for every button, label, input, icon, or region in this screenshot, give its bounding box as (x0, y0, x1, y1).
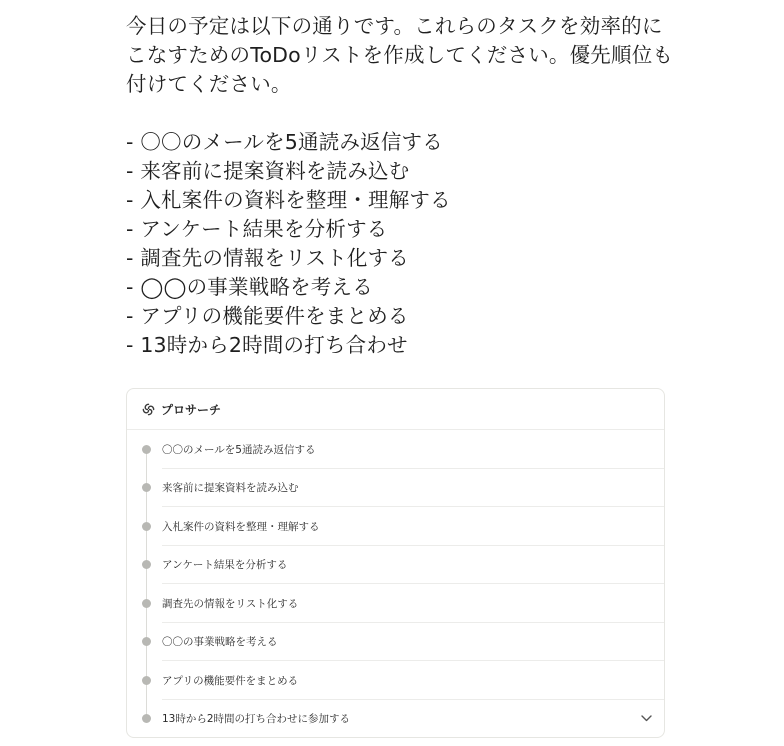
prompt-task-item: - アンケート結果を分析する (126, 217, 388, 241)
pro-search-header[interactable] (127, 389, 664, 430)
prompt-task-item: - 〇〇のメールを5通読み返信する (126, 130, 443, 154)
step-label: 入札案件の資料を整理・理解する (162, 520, 320, 533)
step-label: 〇〇の事業戦略を考える (162, 636, 278, 649)
research-step (127, 430, 664, 469)
step-dot-icon (142, 637, 151, 646)
step-dot-icon (142, 714, 151, 723)
step-label: アンケート結果を分析する (162, 559, 288, 572)
step-dot-icon (142, 599, 151, 608)
chevron-down-icon[interactable] (640, 713, 652, 725)
research-step (127, 584, 664, 623)
research-step (127, 507, 664, 546)
user-prompt (126, 12, 686, 360)
prompt-task-item: - 入札案件の資料を整理・理解する (126, 188, 451, 212)
spiral-logo-icon (140, 401, 156, 417)
step-dot-icon (142, 522, 151, 531)
step-label: 来客前に提案資料を読み込む (162, 482, 299, 495)
prompt-task-item: - ◯◯の事業戦略を考える (126, 275, 373, 299)
research-step (127, 469, 664, 508)
step-label: 調査先の情報をリスト化する (162, 597, 299, 610)
pro-search-title: プロサーチ (161, 402, 222, 417)
prompt-line: こなすためのToDoリストを作成してください。優先順位も (126, 43, 674, 67)
prompt-task-item: - アプリの機能要件をまとめる (126, 304, 409, 328)
step-dot-icon (142, 445, 151, 454)
prompt-line: 今日の予定は以下の通りです。これらのタスクを効率的に (126, 14, 663, 38)
research-step (127, 546, 664, 585)
research-step-list (127, 430, 664, 738)
step-label: アプリの機能要件をまとめる (162, 674, 299, 687)
step-label: 〇〇のメールを5通読み返信する (162, 443, 316, 456)
step-dot-icon (142, 483, 151, 492)
prompt-spacer (126, 99, 686, 128)
step-label: 13時から2時間の打ち合わせに参加する (162, 713, 351, 726)
prompt-task-item: - 来客前に提案資料を読み込む (126, 159, 410, 183)
pro-search-card (126, 388, 665, 738)
step-dot-icon (142, 560, 151, 569)
prompt-task-item: - 調査先の情報をリスト化する (126, 246, 410, 270)
research-step (127, 623, 664, 662)
prompt-task-item: - 13時から2時間の打ち合わせ (126, 333, 408, 357)
prompt-line: 付けてください。 (126, 72, 292, 96)
step-dot-icon (142, 676, 151, 685)
research-step[interactable] (127, 700, 664, 739)
research-step (127, 661, 664, 700)
